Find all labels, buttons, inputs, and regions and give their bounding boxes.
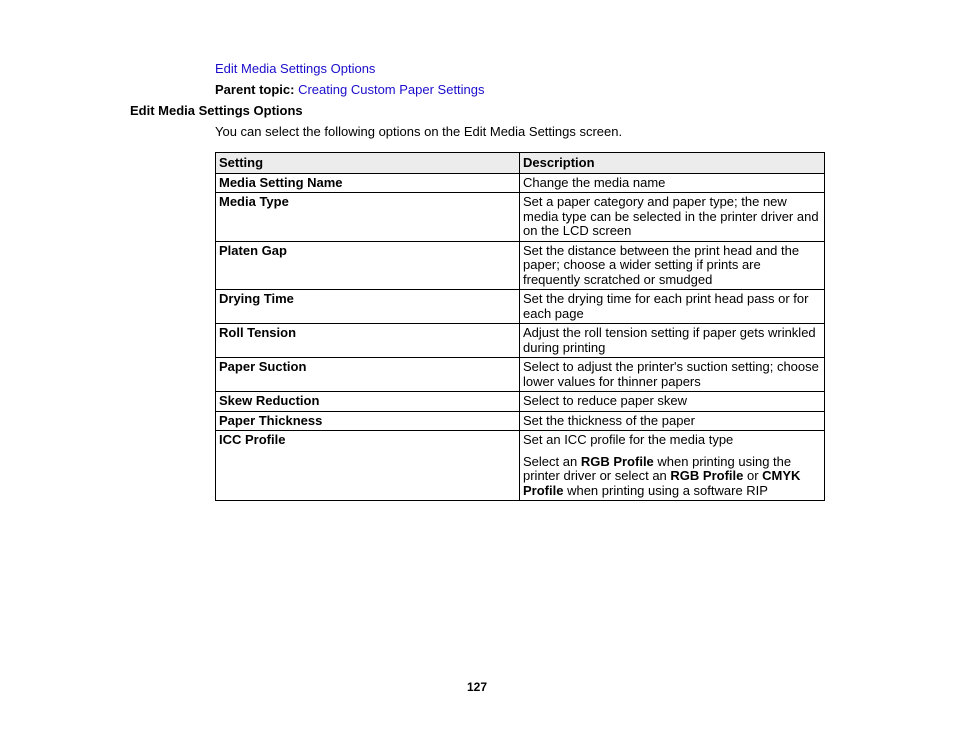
- description-cell: Set the drying time for each print head pass or for each page: [520, 290, 825, 324]
- description-cell: Adjust the roll tension setting if paper gets wrinkled during printing: [520, 324, 825, 358]
- table-row: [216, 241, 825, 290]
- description-cell: Select to adjust the printer's suction setting; choose lower values for thinner papers: [520, 358, 825, 392]
- settings-table: [215, 152, 825, 501]
- description-cell: Set the distance between the print head and the paper; choose a wider setting if prints are frequently scratched or smudged: [520, 241, 825, 290]
- setting-cell: Paper Suction: [216, 358, 520, 392]
- table-row: [216, 173, 825, 193]
- intro-text: You can select the following options on the Edit Media Settings screen.: [215, 124, 623, 139]
- table-row: [216, 193, 825, 242]
- description-cell: Set the thickness of the paper: [520, 411, 825, 431]
- setting-cell: Drying Time: [216, 290, 520, 324]
- table-row: [216, 290, 825, 324]
- setting-cell: Media Type: [216, 193, 520, 242]
- header-description: Description: [520, 153, 825, 174]
- header-setting: Setting: [216, 153, 520, 174]
- parent-topic-label: Parent topic:: [215, 82, 295, 97]
- table-row: [216, 411, 825, 431]
- description-cell: [520, 431, 825, 501]
- setting-cell: Roll Tension: [216, 324, 520, 358]
- table-row: [216, 358, 825, 392]
- description-cell: Set a paper category and paper type; the new media type can be selected in the printer driver and on the LCD screen: [520, 193, 825, 242]
- description-cell: Change the media name: [520, 173, 825, 193]
- table-row: [216, 431, 825, 501]
- table-header-row: [216, 153, 825, 174]
- table-row: [216, 324, 825, 358]
- setting-cell: Paper Thickness: [216, 411, 520, 431]
- setting-cell: Platen Gap: [216, 241, 520, 290]
- setting-cell: Media Setting Name: [216, 173, 520, 193]
- parent-topic-line: [215, 82, 485, 98]
- table-row: [216, 392, 825, 412]
- setting-cell: Skew Reduction: [216, 392, 520, 412]
- edit-media-settings-options-link[interactable]: Edit Media Settings Options: [215, 61, 376, 76]
- parent-topic-link[interactable]: Creating Custom Paper Settings: [298, 82, 485, 97]
- icc-profile-note: Select an RGB Profile when printing using the printer driver or select an RGB Profile or CMYK Profile when printing using a software RIP: [523, 453, 801, 498]
- description-cell: Select to reduce paper skew: [520, 392, 825, 412]
- section-heading: Edit Media Settings Options: [130, 103, 303, 118]
- page-number: 127: [466, 680, 488, 694]
- setting-cell: ICC Profile: [216, 431, 520, 501]
- icc-description: Set an ICC profile for the media type: [523, 432, 734, 447]
